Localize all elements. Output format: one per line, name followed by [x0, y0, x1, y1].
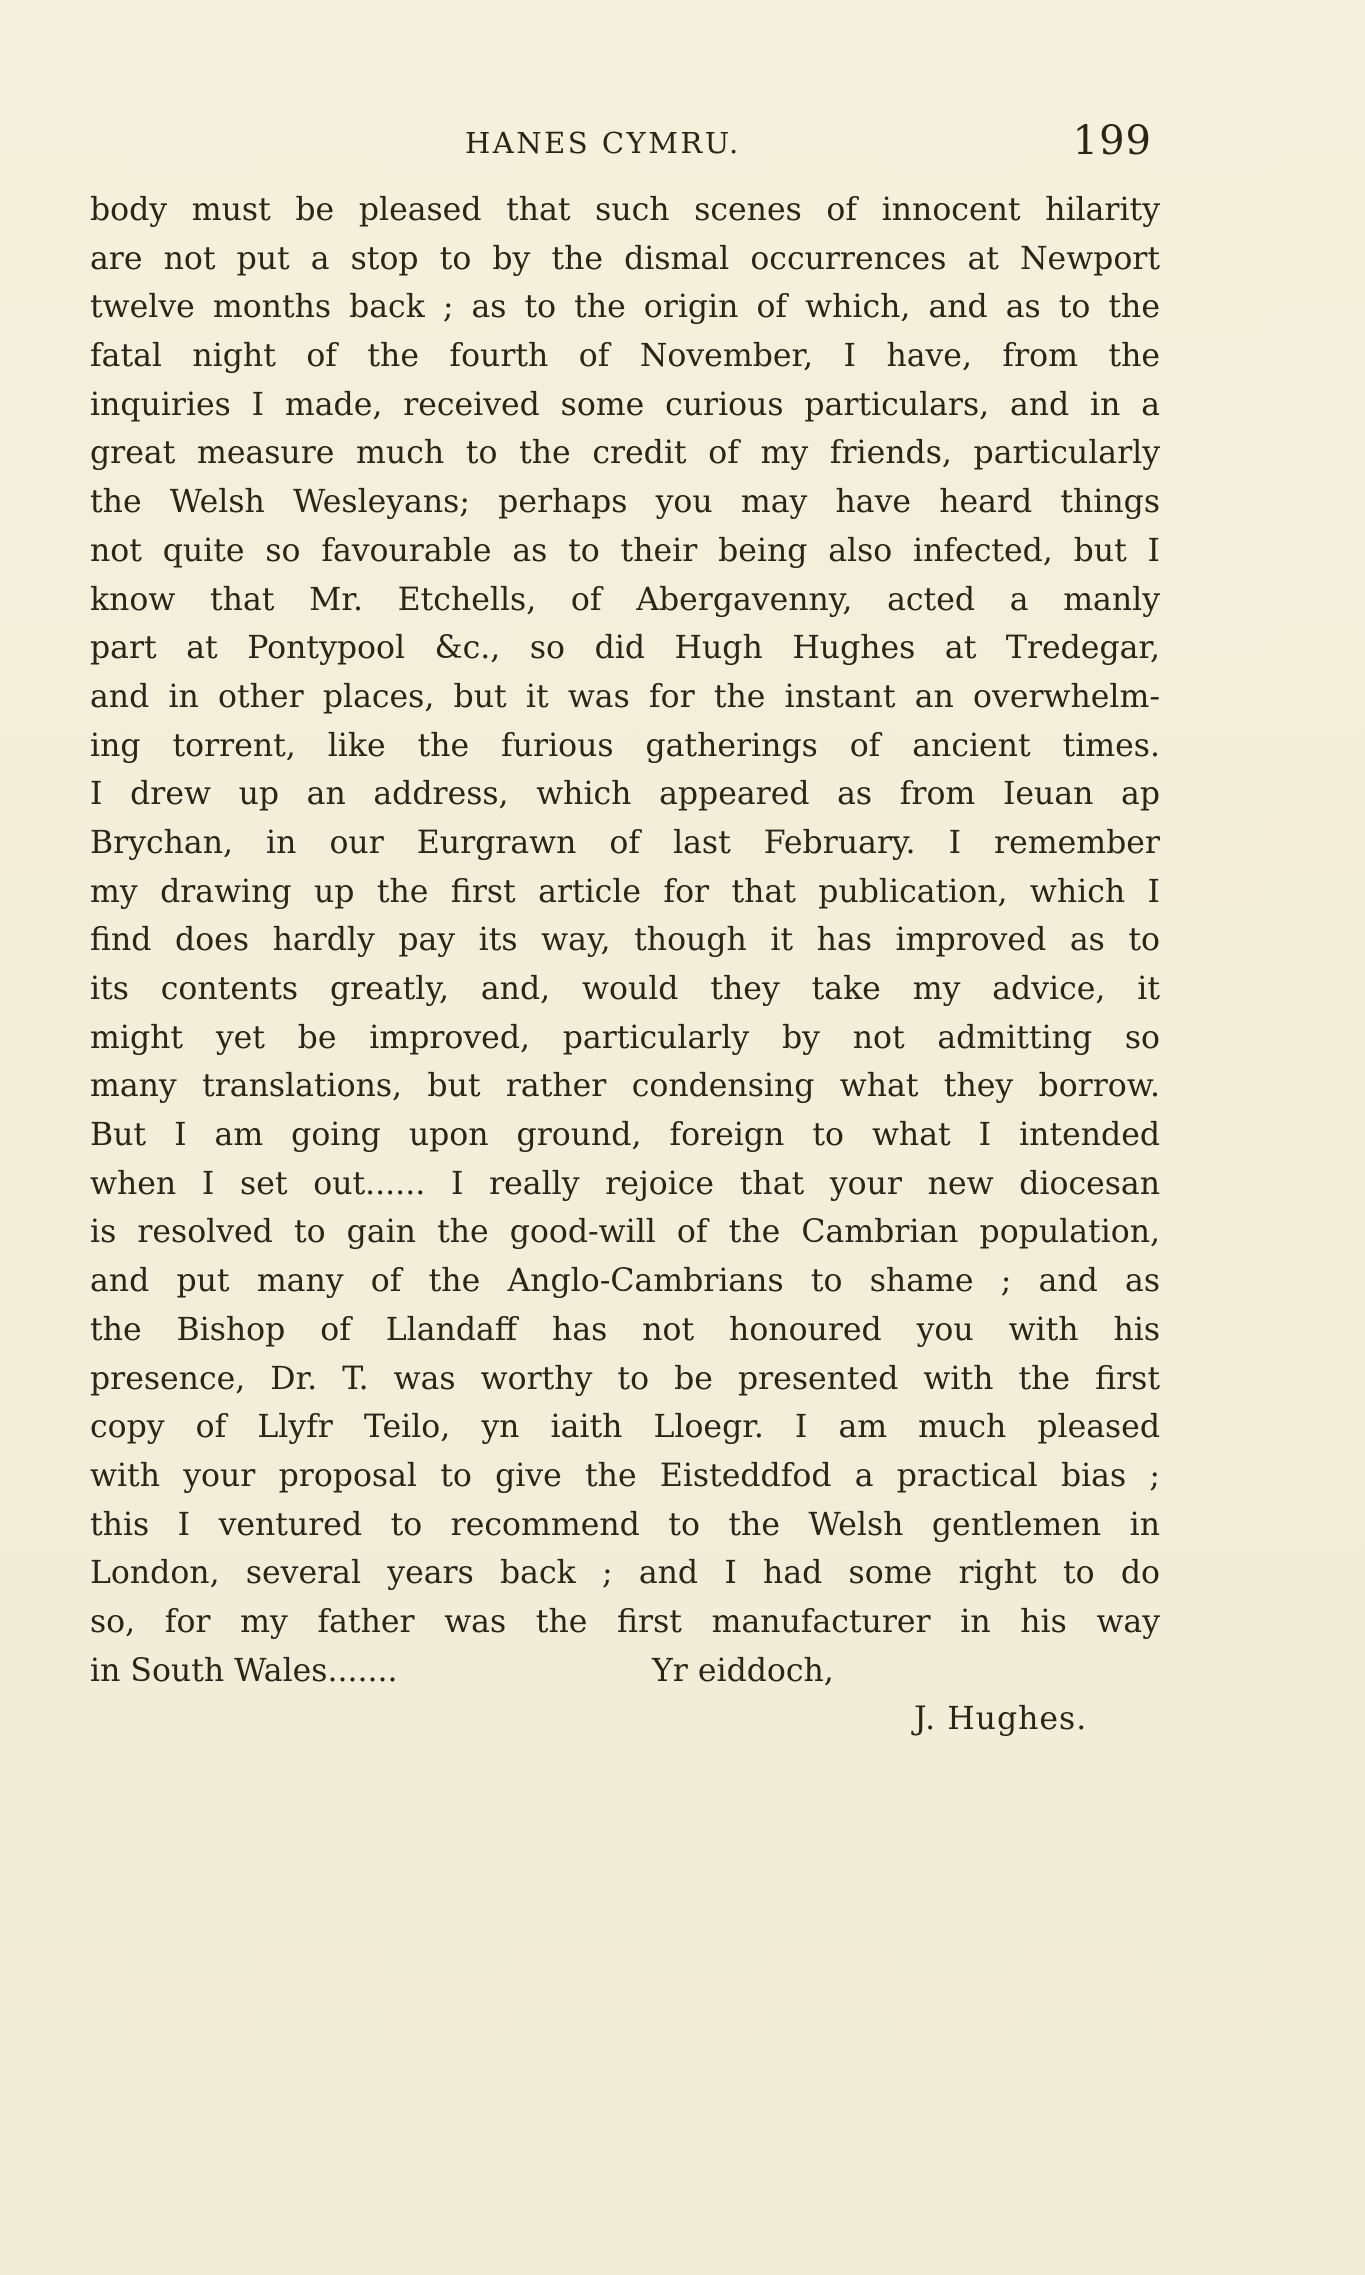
text-line: copy of Llyfr Teilo, yn iaith Lloegr. I am much pleased	[90, 1409, 1160, 1446]
text-line: my drawing up the first article for that publication, which I	[90, 873, 1160, 910]
text-line: part at Pontypool &c., so did Hugh Hughes at Tredegar,	[90, 630, 1160, 667]
text-line: great measure much to the credit of my friends, particularly	[90, 435, 1160, 472]
signature-line	[90, 1695, 1160, 1744]
text-line: But I am going upon ground, foreign to what I intended	[90, 1117, 1160, 1154]
closing-line	[90, 1647, 1160, 1696]
text-line: the Welsh Wesleyans; perhaps you may have heard things	[90, 484, 1160, 521]
text-line: presence, Dr. T. was worthy to be presented with the first	[90, 1360, 1160, 1397]
signature: J. Hughes.	[914, 1701, 1088, 1738]
text-line: fatal night of the fourth of November, I have, from the	[90, 338, 1160, 375]
text-line: I drew up an address, which appeared as from Ieuan ap	[90, 776, 1160, 813]
text-line: and put many of the Anglo-Cambrians to shame ; and as	[90, 1263, 1160, 1300]
text-line: know that Mr. Etchells, of Abergavenny, acted a manly	[90, 581, 1160, 618]
text-line: twelve months back ; as to the origin of which, and as to the	[90, 289, 1160, 326]
letter-body	[90, 186, 1160, 1744]
text-line: might yet be improved, particularly by not admitting so	[90, 1019, 1160, 1056]
text-line: are not put a stop to by the dismal occurrences at Newport	[90, 240, 1160, 277]
valediction: Yr eiddoch,	[652, 1652, 834, 1689]
text-line: London, several years back ; and I had some right to do	[90, 1555, 1160, 1592]
text-line: Brychan, in our Eurgrawn of last February. I remember	[90, 824, 1160, 861]
text-line: when I set out...... I really rejoice that your new diocesan	[90, 1165, 1160, 1202]
text-line: find does hardly pay its way, though it has improved as to	[90, 922, 1160, 959]
closing-text: in South Wales.......	[90, 1652, 398, 1689]
text-line: with your proposal to give the Eisteddfod a practical bias ;	[90, 1457, 1160, 1494]
text-line: this I ventured to recommend to the Welsh gentlemen in	[90, 1506, 1160, 1543]
text-line: is resolved to gain the good-will of the Cambrian population,	[90, 1214, 1160, 1251]
text-line: body must be pleased that such scenes of innocent hilarity	[90, 192, 1160, 228]
text-line: inquiries I made, received some curious particulars, and in a	[90, 386, 1160, 423]
text-line: many translations, but rather condensing what they borrow.	[90, 1068, 1160, 1105]
text-line: and in other places, but it was for the instant an overwhelm-	[90, 678, 1160, 715]
text-line: so, for my father was the first manufacturer in his way	[90, 1603, 1160, 1640]
text-line: ing torrent, like the furious gatherings of ancient times.	[90, 727, 1160, 764]
text-line: the Bishop of Llandaff has not honoured you with his	[90, 1311, 1160, 1348]
page-number: 199	[1072, 118, 1152, 164]
text-line: not quite so favourable as to their being also infected, but I	[90, 532, 1160, 569]
running-title: HANES CYMRU.	[465, 126, 741, 160]
text-line: its contents greatly, and, would they take my advice, it	[90, 971, 1160, 1007]
running-head	[90, 118, 1152, 168]
